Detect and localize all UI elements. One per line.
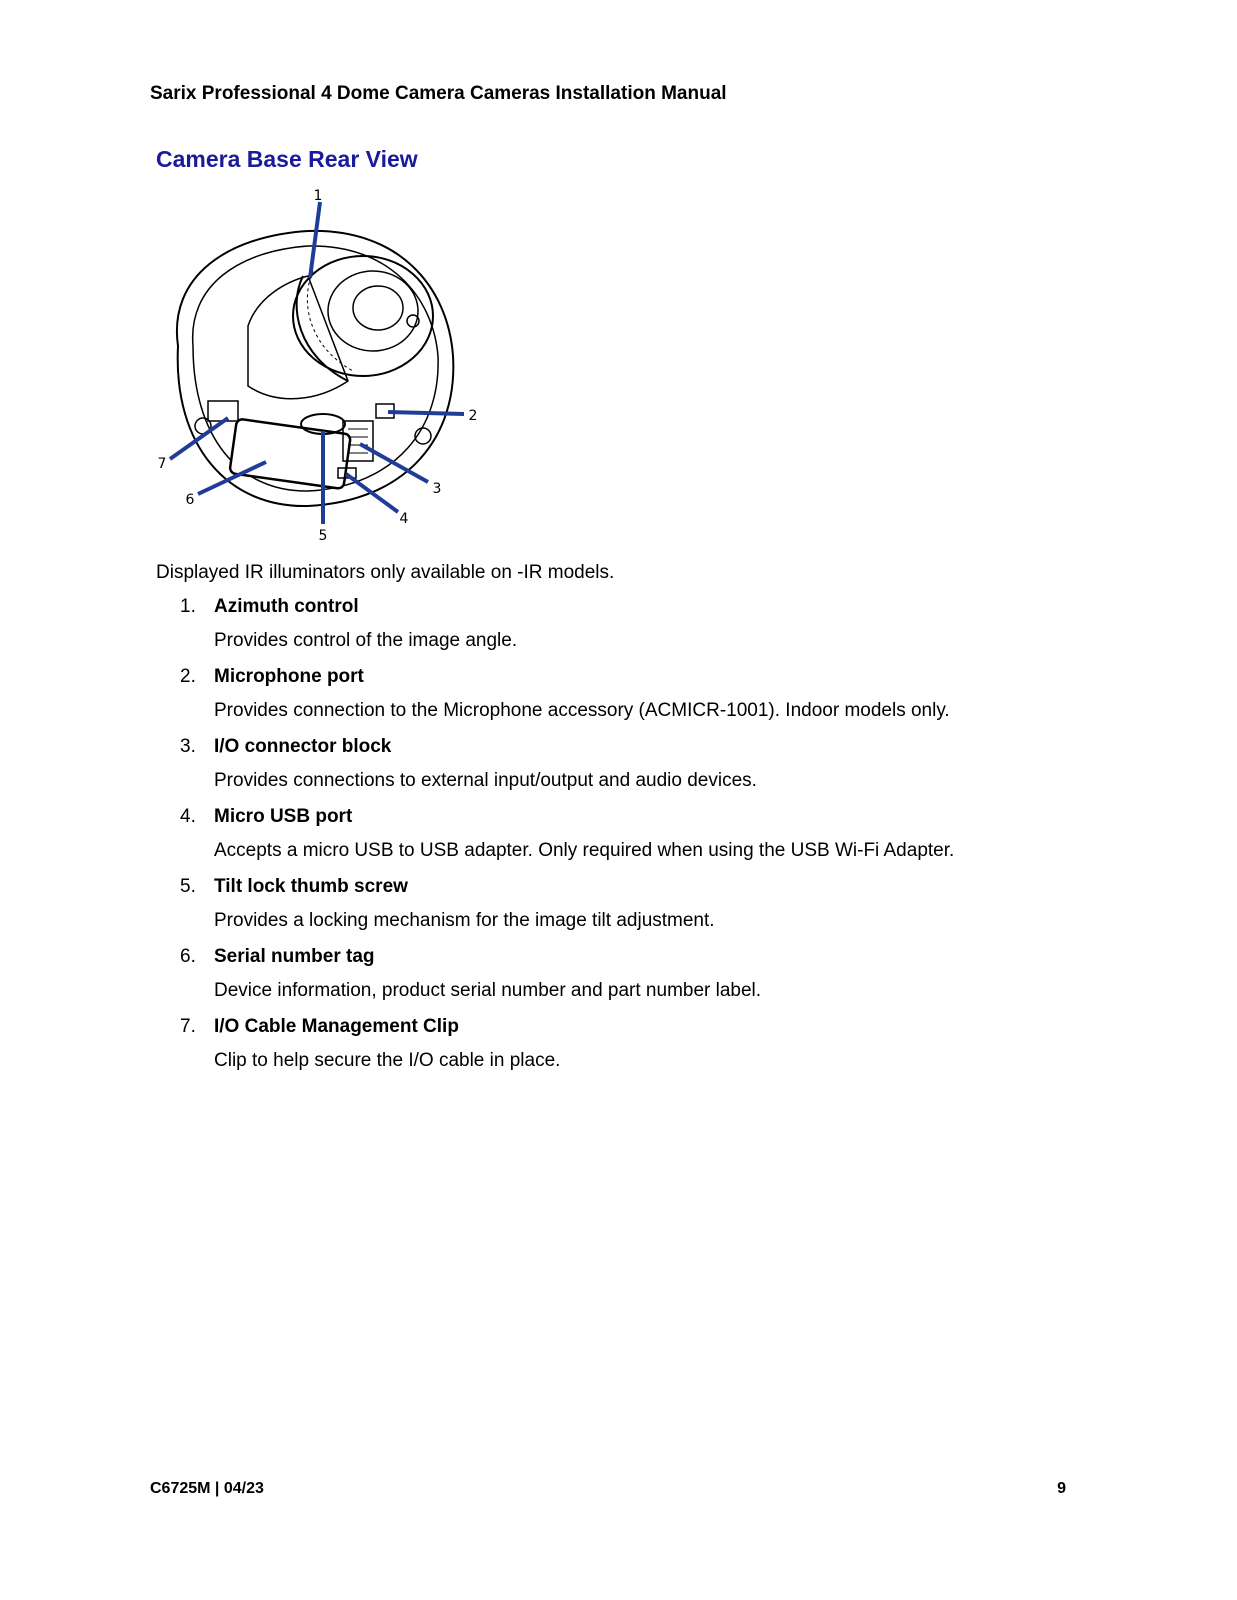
item-number: 4. bbox=[180, 806, 196, 827]
callout-number-3: 3 bbox=[432, 481, 442, 497]
lens-ring bbox=[328, 271, 418, 351]
callout-number-4: 4 bbox=[399, 511, 409, 527]
item-number: 1. bbox=[180, 596, 196, 617]
item-number: 6. bbox=[180, 946, 196, 967]
list-item bbox=[180, 666, 1080, 722]
item-title: Tilt lock thumb screw bbox=[214, 876, 408, 897]
item-description: Provides control of the image angle. bbox=[214, 630, 518, 651]
list-item bbox=[180, 806, 1080, 862]
item-number: 5. bbox=[180, 876, 196, 897]
lens-housing bbox=[293, 256, 433, 376]
ir-note: Displayed IR illuminators only available on -IR models. bbox=[156, 562, 615, 583]
callout-line-7 bbox=[170, 418, 228, 459]
item-description: Provides connection to the Microphone accessory (ACMICR-1001). Indoor models only. bbox=[214, 700, 950, 721]
lens bbox=[353, 286, 403, 330]
callout-line-1 bbox=[310, 202, 320, 278]
list-item bbox=[180, 736, 1080, 792]
item-title: I/O connector block bbox=[214, 736, 392, 757]
camera-base-rear-view-figure bbox=[148, 186, 488, 551]
item-description: Clip to help secure the I/O cable in place. bbox=[214, 1050, 561, 1071]
callout-number-1: 1 bbox=[313, 188, 323, 204]
document-header: Sarix Professional 4 Dome Camera Cameras Installation Manual bbox=[150, 83, 727, 104]
item-description: Provides connections to external input/output and audio devices. bbox=[214, 770, 757, 791]
callout-line-4 bbox=[346, 474, 398, 512]
callout-number-6: 6 bbox=[185, 492, 195, 508]
item-title: Microphone port bbox=[214, 666, 364, 687]
item-number: 2. bbox=[180, 666, 196, 687]
cable-clip-shape bbox=[208, 401, 238, 421]
item-description: Accepts a micro USB to USB adapter. Only required when using the USB Wi-Fi Adapter. bbox=[214, 840, 955, 861]
item-title: Azimuth control bbox=[214, 596, 359, 617]
item-title: I/O Cable Management Clip bbox=[214, 1016, 459, 1037]
component-list bbox=[180, 596, 1080, 1086]
callout-line-2 bbox=[388, 412, 464, 414]
list-item bbox=[180, 1016, 1080, 1072]
footer-model-date: C6725M | 04/23 bbox=[150, 1480, 264, 1497]
item-description: Device information, product serial number and part number label. bbox=[214, 980, 762, 1001]
section-title: Camera Base Rear View bbox=[156, 146, 418, 172]
page-number: 9 bbox=[1057, 1480, 1066, 1497]
list-item bbox=[180, 946, 1080, 1002]
item-title: Micro USB port bbox=[214, 806, 353, 827]
callout-number-5: 5 bbox=[318, 528, 328, 544]
callout-number-7: 7 bbox=[157, 456, 167, 472]
item-number: 3. bbox=[180, 736, 196, 757]
item-description: Provides a locking mechanism for the image tilt adjustment. bbox=[214, 910, 715, 931]
camera-illustration bbox=[148, 186, 488, 546]
list-item bbox=[180, 876, 1080, 932]
list-item bbox=[180, 596, 1080, 652]
item-number: 7. bbox=[180, 1016, 196, 1037]
item-title: Serial number tag bbox=[214, 946, 375, 967]
callout-number-2: 2 bbox=[468, 408, 478, 424]
serial-tag-shape bbox=[229, 419, 351, 489]
